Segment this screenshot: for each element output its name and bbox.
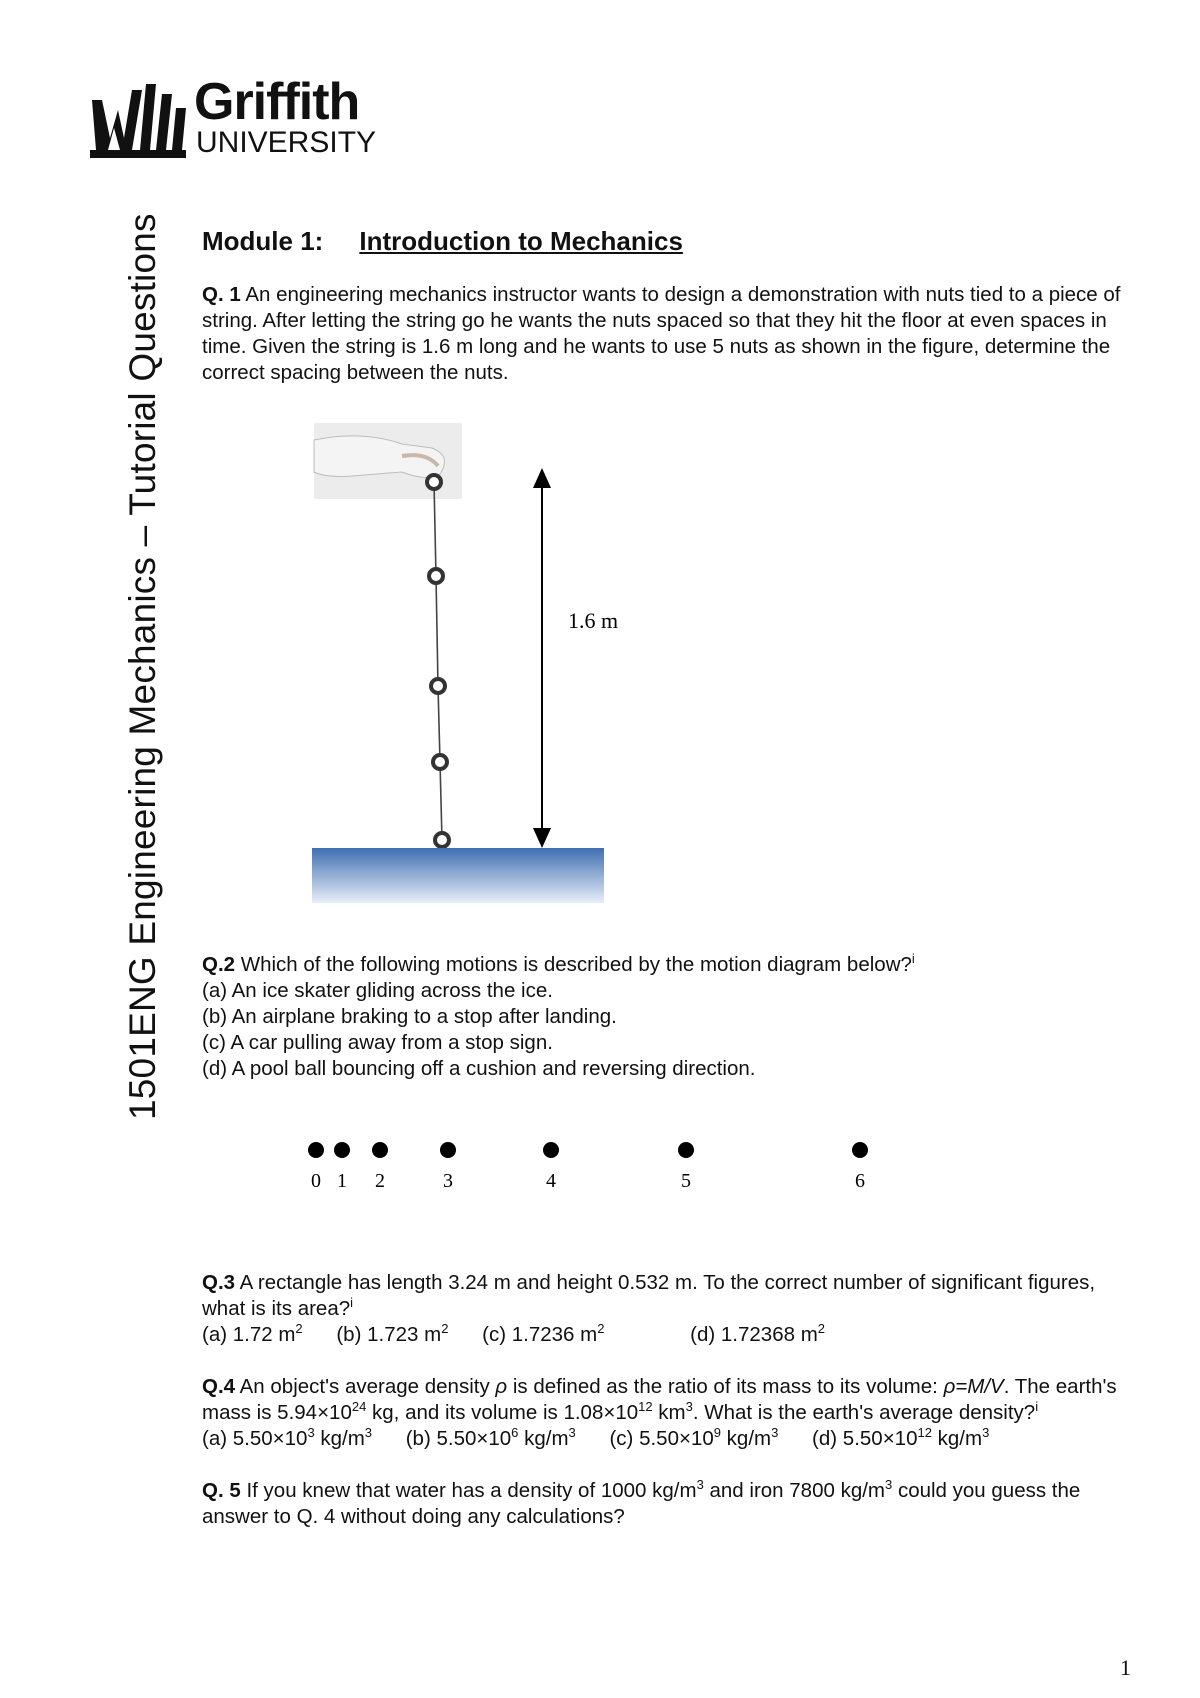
question-4-label: Q.4	[202, 1375, 236, 1398]
griffith-logo	[88, 73, 398, 162]
question-4-option: (b) $5.50\times 10^6$ $kg/m^3$	[405, 1425, 576, 1450]
side-title: 1501ENG Engineering Mechanics – Tutorial Questions	[122, 213, 163, 1120]
nut	[429, 569, 443, 583]
module-heading	[202, 226, 1137, 256]
question-3-option: (d) 1.72368 $m^2$	[690, 1321, 825, 1346]
question-2	[202, 952, 1137, 1082]
logo-subtitle: UNIVERSITY	[196, 126, 377, 159]
question-2-note: i	[911, 951, 915, 967]
module-label: Module 1:	[202, 226, 324, 256]
length-label: 1.6 m	[568, 608, 619, 633]
rho-symbol: ρ	[495, 1375, 508, 1398]
logo-wordmark: Griffith	[194, 73, 360, 131]
page-content	[202, 226, 1137, 1530]
motion-dot	[372, 1142, 388, 1158]
question-2-text: Which of the following motions is described by the motion diagram below?	[240, 953, 912, 976]
string-line	[434, 482, 442, 840]
question-4: Q.4 An object's average density ρ is defined as the ratio of its mass to its volume: ρ=M/V. The earth's mass is $5.94\times 10^{24}$ kg, and its volume is $1.08\times 10^{12}$ $km^3$. What is the earth's average density?$^i$ (a) $5.50\times 10^3$ $kg/m^3$ (b) $5.50\times 10^6$ $kg/m^3$ (c) $5.50\times 10^9$ $kg/m^3$ (d) $5.50\times 10^{12}$ $kg/m^3$	[202, 1374, 1137, 1452]
motion-diagram	[202, 1132, 1137, 1212]
question-1	[202, 282, 1137, 386]
question-2-option: (d) A pool ball bouncing off a cushion and reversing direction.	[202, 1057, 756, 1080]
question-3-label: Q.3	[202, 1271, 236, 1294]
motion-dot	[334, 1142, 350, 1158]
question-3	[202, 1270, 1137, 1348]
motion-dot	[543, 1142, 559, 1158]
griffith-emblem-icon	[88, 80, 188, 160]
module-title: Introduction to Mechanics	[359, 226, 683, 256]
question-2-option: (c) A car pulling away from a stop sign.	[202, 1031, 553, 1054]
question-3-text: A rectangle has length 3.24 m and height 0.532 m. To the correct number of significant figures, what is its area?	[202, 1271, 1096, 1320]
motion-dot-label: 6	[855, 1170, 865, 1192]
question-4-option: (d) $5.50\times 10^{12}$ $kg/m^3$	[812, 1425, 990, 1450]
falling-nuts-figure	[202, 386, 1137, 906]
floor	[312, 848, 604, 903]
question-4-options	[202, 1426, 1137, 1452]
question-1-text: An engineering mechanics instructor wants to design a demonstration with nuts tied to a piece of string. After letting the string go he wants the nuts spaced so that they hit the floor at even spaces in time. Given the string is 1.6 m long and he wants to use 5 nuts as shown in the figure, determine the correct spacing between the nuts.	[202, 283, 1121, 384]
question-4-note: i	[1035, 1399, 1039, 1415]
motion-dot-label: 2	[375, 1170, 385, 1192]
motion-dot	[440, 1142, 456, 1158]
question-2-option: (b) An airplane braking to a stop after landing.	[202, 1005, 617, 1028]
nut	[433, 755, 447, 769]
motion-dot-label: 1	[337, 1170, 347, 1192]
nut	[435, 833, 449, 847]
question-2-option: (a) An ice skater gliding across the ice.	[202, 979, 553, 1002]
question-4-option: (a) $5.50\times 10^3$ $kg/m^3$	[202, 1425, 373, 1450]
motion-dot	[852, 1142, 868, 1158]
question-3-option: (c) 1.7236 $m^2$	[482, 1321, 605, 1346]
motion-dot	[308, 1142, 324, 1158]
question-5: Q. 5 If you knew that water has a density of 1000 $kg/m^3$ and iron 7800 $kg/m^3$ could you guess the answer to Q. 4 without doing any calculations?	[202, 1477, 1081, 1528]
nut	[427, 475, 441, 489]
nut	[431, 679, 445, 693]
question-4-option: (c) $5.50\times 10^9$ $kg/m^3$	[609, 1425, 779, 1450]
motion-dot-label: 4	[546, 1170, 556, 1192]
question-1-label: Q. 1	[202, 283, 241, 306]
question-3-note: i	[350, 1295, 354, 1311]
question-3-options	[202, 1322, 1137, 1348]
motion-dot-label: 5	[681, 1170, 691, 1192]
dimension-arrow	[533, 468, 551, 848]
density-formula: ρ=M/V	[943, 1375, 1004, 1398]
motion-dot-label: 0	[311, 1170, 321, 1192]
motion-dot	[678, 1142, 694, 1158]
motion-dot-label: 3	[443, 1170, 453, 1192]
question-3-option: (a) 1.72 $m^2$	[202, 1321, 303, 1346]
question-5-label: Q. 5	[202, 1479, 241, 1502]
question-3-option: (b) 1.723 $m^2$	[336, 1321, 449, 1346]
question-2-label: Q.2	[202, 953, 236, 976]
page-number: 1	[1120, 1655, 1131, 1680]
